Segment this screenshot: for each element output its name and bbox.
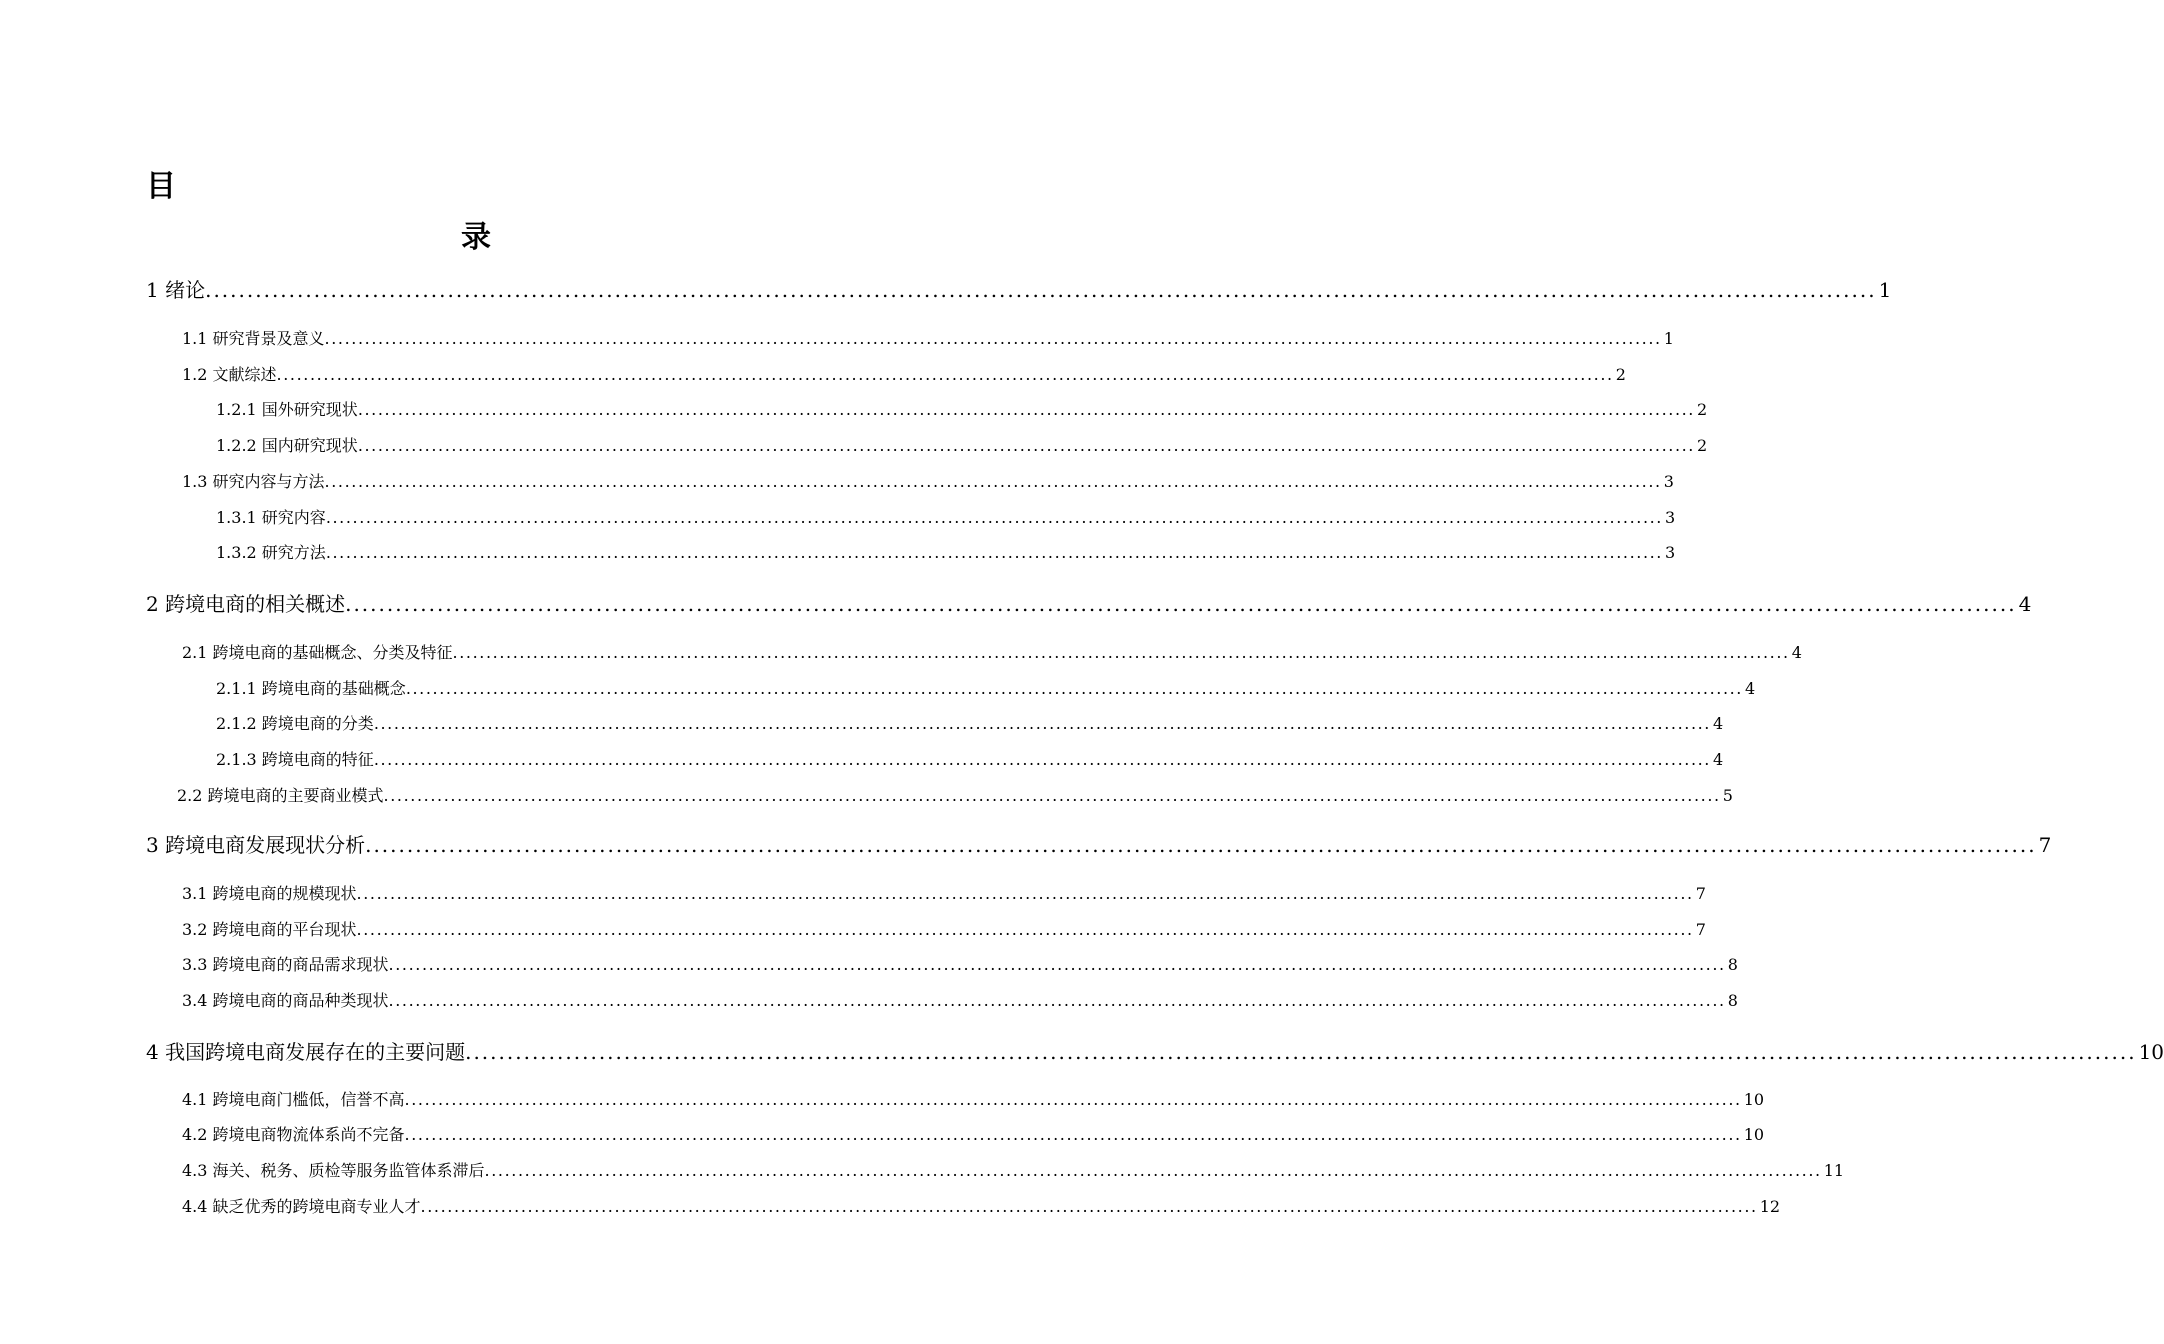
toc-entry-label: 1.3.1 研究内容 (216, 508, 326, 527)
toc-entry-label: 2.1 跨境电商的基础概念、分类及特征 (182, 643, 453, 662)
toc-leader-dots: ........................................................................................................................................................................................................ (205, 278, 1877, 302)
toc-entry-page: 3 (1665, 543, 1676, 562)
toc-leader-dots: ........................................................................................................................................................................................................ (420, 1197, 1758, 1216)
toc-entry-3-4[interactable] (182, 988, 1738, 1011)
toc-title-char-1: 目 (146, 169, 176, 204)
toc-entry-label: 1.2.1 国外研究现状 (216, 400, 358, 419)
toc-entry-chapter-2[interactable] (146, 588, 2032, 617)
toc-entry-page: 1 (1663, 329, 1674, 348)
toc-leader-dots: ........................................................................................................................................................................................................ (325, 508, 1663, 527)
toc-entry-1-2-1[interactable] (216, 397, 1708, 420)
toc-entry-chapter-1[interactable] (146, 274, 1892, 303)
toc-entry-page: 3 (1663, 472, 1674, 491)
toc-entry-2-1[interactable] (182, 640, 1802, 663)
toc-entry-1-1[interactable] (182, 326, 1674, 349)
toc-entry-chapter-4[interactable] (146, 1036, 2164, 1065)
toc-entry-label: 3.1 跨境电商的规模现状 (182, 884, 357, 903)
toc-entry-label: 4.1 跨境电商门槛低，信誉不高 (182, 1090, 405, 1109)
toc-entry-2-1-1[interactable] (216, 676, 1756, 699)
toc-entry-label: 3 跨境电商发展现状分析 (146, 833, 366, 857)
toc-entry-page: 10 (2138, 1040, 2164, 1064)
toc-entry-label: 2.1.3 跨境电商的特征 (216, 750, 374, 769)
toc-entry-label: 2.1.1 跨境电商的基础概念 (216, 679, 406, 698)
toc-entry-label: 1.3 研究内容与方法 (182, 472, 325, 491)
toc-leader-dots: ........................................................................................................................................................................................................ (388, 955, 1726, 974)
toc-leader-dots: ........................................................................................................................................................................................................ (404, 1125, 1742, 1144)
toc-title-char-2: 录 (461, 220, 491, 255)
toc-entry-page: 5 (1722, 786, 1733, 805)
toc-leader-dots: ........................................................................................................................................................................................................ (373, 750, 1711, 769)
toc-entry-page: 4 (1713, 750, 1724, 769)
toc-leader-dots: ........................................................................................................................................................................................................ (405, 679, 1743, 698)
toc-entry-page: 3 (1665, 508, 1676, 527)
toc-entry-label: 4.3 海关、税务、质检等服务监管体系滞后 (182, 1161, 485, 1180)
toc-entry-label: 4.4 缺乏优秀的跨境电商专业人才 (182, 1197, 421, 1216)
toc-entry-3-2[interactable] (182, 917, 1706, 940)
toc-entry-page: 7 (1695, 920, 1706, 939)
toc-entry-page: 10 (1743, 1125, 1765, 1144)
toc-entry-page: 4 (1713, 714, 1724, 733)
toc-leader-dots: ........................................................................................................................................................................................................ (324, 472, 1662, 491)
toc-leader-dots: ........................................................................................................................................................................................................ (276, 365, 1614, 384)
toc-entry-4-4[interactable] (182, 1194, 1781, 1217)
toc-entry-3-1[interactable] (182, 881, 1706, 904)
toc-entry-label: 2.1.2 跨境电商的分类 (216, 714, 374, 733)
toc-entry-label: 2 跨境电商的相关概述 (146, 592, 346, 616)
toc-entry-label: 2.2 跨境电商的主要商业模式 (177, 786, 384, 805)
toc-entry-1-2[interactable] (182, 362, 1626, 385)
toc-entry-page: 10 (1743, 1090, 1765, 1109)
toc-leader-dots: ........................................................................................................................................................................................................ (357, 436, 1695, 455)
toc-entry-2-1-3[interactable] (216, 747, 1724, 770)
toc-leader-dots: ........................................................................................................................................................................................................ (324, 329, 1662, 348)
toc-leader-dots: ........................................................................................................................................................................................................ (357, 400, 1695, 419)
toc-leader-dots: ........................................................................................................................................................................................................ (388, 991, 1726, 1010)
toc-entry-1-3[interactable] (182, 469, 1674, 492)
toc-entry-label: 1 绪论 (146, 278, 206, 302)
toc-leader-dots: ........................................................................................................................................................................................................ (383, 786, 1721, 805)
toc-entry-2-1-2[interactable] (216, 711, 1724, 734)
toc-entry-label: 4.2 跨境电商物流体系尚不完备 (182, 1125, 405, 1144)
toc-leader-dots: ........................................................................................................................................................................................................ (365, 833, 2037, 857)
toc-leader-dots: ........................................................................................................................................................................................................ (452, 643, 1790, 662)
toc-entry-label: 3.2 跨境电商的平台现状 (182, 920, 357, 939)
toc-entry-page: 11 (1823, 1161, 1845, 1180)
toc-entry-label: 3.4 跨境电商的商品种类现状 (182, 991, 389, 1010)
toc-entry-label: 1.2 文献综述 (182, 365, 277, 384)
toc-entry-page: 8 (1727, 991, 1738, 1010)
toc-entry-label: 3.3 跨境电商的商品需求现状 (182, 955, 389, 974)
toc-entry-page: 1 (1878, 278, 1892, 302)
toc-leader-dots: ........................................................................................................................................................................................................ (404, 1090, 1742, 1109)
toc-leader-dots: ........................................................................................................................................................................................................ (345, 592, 2017, 616)
toc-leader-dots: ........................................................................................................................................................................................................ (373, 714, 1711, 733)
toc-leader-dots: ........................................................................................................................................................................................................ (356, 884, 1694, 903)
toc-entry-3-3[interactable] (182, 952, 1738, 975)
toc-entry-4-1[interactable] (182, 1087, 1765, 1110)
toc-entry-4-3[interactable] (182, 1158, 1845, 1181)
toc-entry-label: 1.3.2 研究方法 (216, 543, 326, 562)
toc-leader-dots: ........................................................................................................................................................................................................ (465, 1040, 2137, 1064)
toc-entry-page: 2 (1697, 400, 1708, 419)
toc-entry-page: 8 (1727, 955, 1738, 974)
toc-entry-page: 12 (1759, 1197, 1781, 1216)
toc-entry-page: 7 (2038, 833, 2052, 857)
toc-leader-dots: ........................................................................................................................................................................................................ (356, 920, 1694, 939)
toc-entry-1-3-1[interactable] (216, 505, 1676, 528)
toc-entry-1-2-2[interactable] (216, 433, 1708, 456)
toc-entry-page: 4 (1791, 643, 1802, 662)
toc-entry-chapter-3[interactable] (146, 829, 2052, 858)
toc-entry-label: 1.1 研究背景及意义 (182, 329, 325, 348)
toc-leader-dots: ........................................................................................................................................................................................................ (325, 543, 1663, 562)
toc-entry-page: 2 (1697, 436, 1708, 455)
toc-entry-label: 4 我国跨境电商发展存在的主要问题 (146, 1040, 466, 1064)
toc-leader-dots: ........................................................................................................................................................................................................ (484, 1161, 1822, 1180)
toc-entry-4-2[interactable] (182, 1122, 1765, 1145)
toc-entry-page: 2 (1615, 365, 1626, 384)
toc-entry-page: 4 (2018, 592, 2032, 616)
toc-entry-page: 4 (1745, 679, 1756, 698)
toc-entry-page: 7 (1695, 884, 1706, 903)
toc-entry-1-3-2[interactable] (216, 540, 1676, 563)
toc-entry-label: 1.2.2 国内研究现状 (216, 436, 358, 455)
toc-entry-2-2[interactable] (177, 783, 1733, 806)
